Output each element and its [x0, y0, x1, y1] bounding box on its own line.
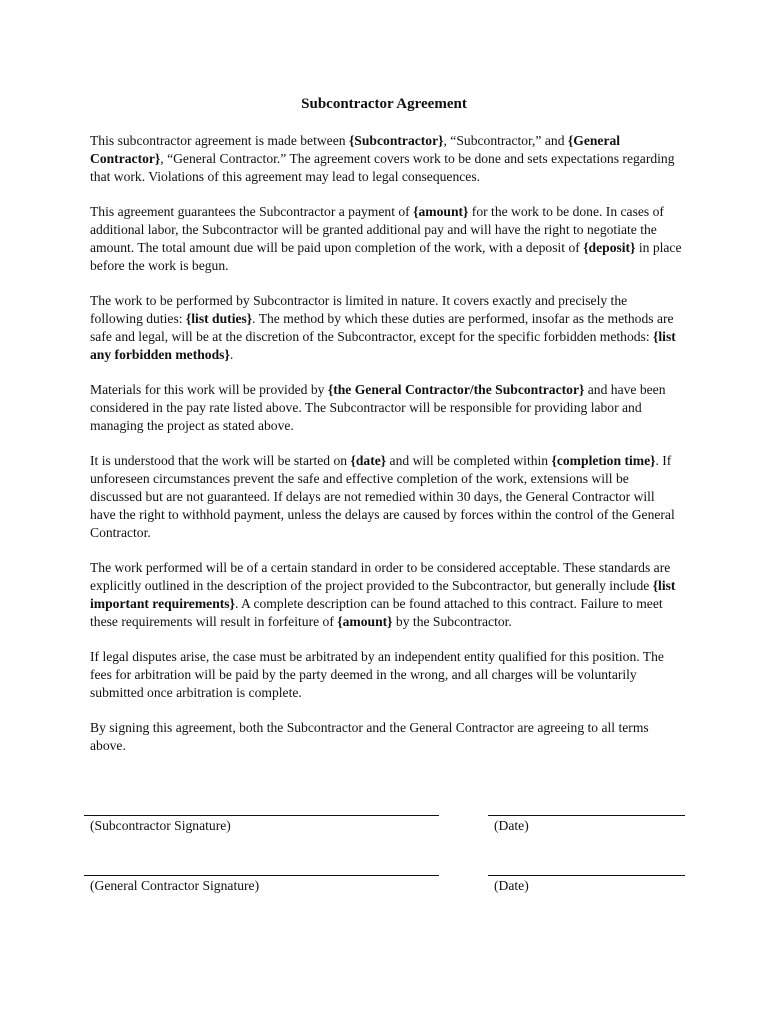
- paragraph-standards: [90, 559, 682, 631]
- placeholder-field: {the General Contractor/the Subcontractor}: [327, 382, 585, 397]
- document-body: [90, 132, 682, 772]
- general-contractor-signature-label: (General Contractor Signature): [90, 878, 260, 893]
- paragraph-materials: [90, 381, 682, 435]
- paragraph-parties: [90, 132, 682, 186]
- placeholder-field: {amount}: [337, 614, 393, 629]
- subcontractor-signature-label: (Subcontractor Signature): [90, 818, 231, 833]
- subcontractor-signature-line: [84, 815, 439, 816]
- paragraph-schedule: [90, 452, 682, 542]
- placeholder-field: {list duties}: [185, 311, 253, 326]
- text-run: If legal disputes arise, the case must be arbitrated by an independent entity qualified for this position. The fees for arbitration will be paid by the party deemed in the wrong, and all charges will be voluntarily submitted once arbitration is complete.: [90, 649, 664, 700]
- paragraph-disputes: [90, 648, 682, 702]
- placeholder-field: {date}: [350, 453, 387, 468]
- subcontractor-date-label: (Date): [494, 818, 529, 833]
- subcontractor-date-line: [488, 815, 685, 816]
- placeholder-field: {amount}: [413, 204, 469, 219]
- text-run: in place before the work is begun.: [90, 240, 682, 273]
- text-run: , “Subcontractor,” and: [443, 133, 568, 148]
- text-run: .: [229, 347, 234, 362]
- placeholder-field: {deposit}: [583, 240, 636, 255]
- text-run: and have been considered in the pay rate listed above. The Subcontractor will be responsible for providing labor and managing the project as stated above.: [90, 382, 666, 433]
- text-run: . If unforeseen circumstances prevent the safe and effective completion of the work, extensions will be discussed but are not guaranteed. If delays are not remedied within 30 days, the General Contractor will have the right to withhold payment, unless the delays are caused by forces within the control of the General Contractor.: [90, 453, 675, 540]
- text-run: . The method by which these duties are performed, insofar as the methods are safe and legal, will be at the discretion of the Subcontractor, except for the specific forbidden methods:: [90, 311, 674, 344]
- text-run: , “General Contractor.” The agreement covers work to be done and sets expectations regarding that work. Violations of this agreement may lead to legal consequences.: [90, 151, 675, 184]
- text-run: By signing this agreement, both the Subcontractor and the General Contractor are agreeing to all terms above.: [90, 720, 649, 753]
- placeholder-field: {list important requirements}: [90, 578, 676, 611]
- placeholder-field: {completion time}: [551, 453, 656, 468]
- text-run: This subcontractor agreement is made between: [90, 133, 349, 148]
- text-run: This agreement guarantees the Subcontractor a payment of: [90, 204, 414, 219]
- text-run: and will be completed within: [386, 453, 552, 468]
- general-contractor-date-label: (Date): [494, 878, 529, 893]
- text-run: for the work to be done. In cases of additional labor, the Subcontractor will be granted additional pay and will have the right to negotiate the amount. The total amount due will be paid upon completion of the work, with a deposit of: [90, 204, 664, 255]
- general-contractor-signature-line: [84, 875, 439, 876]
- general-contractor-date-line: [488, 875, 685, 876]
- placeholder-field: {General Contractor}: [90, 133, 621, 166]
- placeholder-field: {list any forbidden methods}: [90, 329, 676, 362]
- text-run: The work to be performed by Subcontractor is limited in nature. It covers exactly and precisely the following duties:: [90, 293, 628, 326]
- text-run: . A complete description can be found attached to this contract. Failure to meet these requirements will result in forfeiture of: [90, 596, 663, 629]
- text-run: Materials for this work will be provided by: [90, 382, 328, 397]
- placeholder-field: {Subcontractor}: [348, 133, 444, 148]
- paragraph-duties: [90, 292, 682, 364]
- paragraph-agreement: [90, 719, 682, 755]
- paragraph-payment: [90, 203, 682, 275]
- text-run: by the Subcontractor.: [392, 614, 512, 629]
- document-title: Subcontractor Agreement: [301, 96, 467, 112]
- text-run: The work performed will be of a certain standard in order to be considered acceptable. These standards are explicitly outlined in the description of the project provided to the Subcontractor, but generally include: [90, 560, 671, 593]
- text-run: It is understood that the work will be started on: [90, 453, 351, 468]
